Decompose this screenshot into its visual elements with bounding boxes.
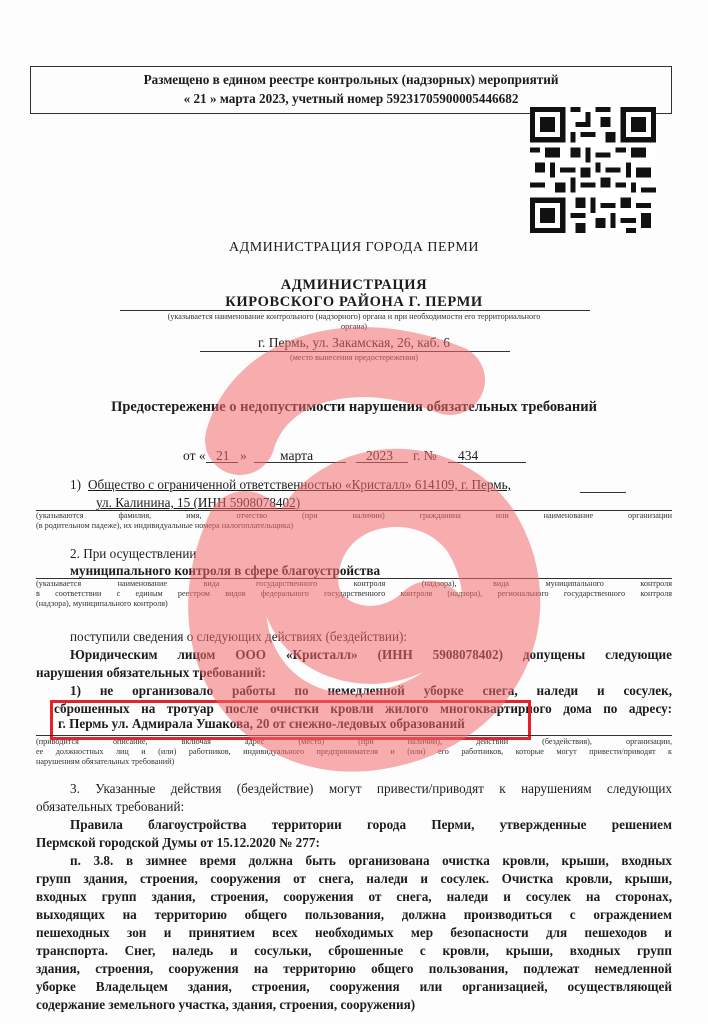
divider: [36, 735, 672, 736]
section2-note-2: в соответствии с единым реестром видов федерального государственного контроля (надзора), регионального государственного контроля: [36, 589, 672, 598]
section2-note-3: (надзора), муниципального контроля): [36, 599, 168, 608]
actions-paragraph-5: г. Пермь ул. Адмирала Ушакова, 20 от снежно-ледовых образований: [58, 716, 465, 731]
divider: [580, 492, 626, 493]
city-administration: АДМИНИСТРАЦИЯ ГОРОДА ПЕРМИ: [229, 240, 479, 255]
rules-line-3: п. 3.8. в зимнее время должна быть организована очистка кровли, крыши, входных: [70, 853, 672, 868]
date-day: 21: [216, 448, 230, 463]
number-underline: [448, 462, 526, 463]
document-title: Предостережение о недопустимости нарушения обязательных требований: [111, 399, 597, 415]
rules-line-1: Правила благоустройства территории города Перми, утвержденные решением: [70, 817, 672, 832]
actions-note-2: ее должностных лиц и (или) работников, индивидуального предпринимателя и (или) его работников, которые могут привести/приводят к: [36, 747, 672, 756]
date-from: от «: [183, 448, 206, 463]
actions-intro: поступили сведения о следующих действиях (бездействии):: [70, 629, 408, 644]
rules-line-2: Пермской городской Думы от 15.12.2020 № 277:: [36, 835, 320, 850]
divider: [200, 351, 510, 352]
date-year: 2023: [366, 448, 393, 463]
registry-line-1: Размещено в едином реестре контрольных (надзорных) мероприятий: [143, 72, 559, 87]
rules-line-7: пешеходных зон и принятием всех необходимых мер безопасности для пешеходов и: [36, 925, 672, 940]
section3-line-2: обязательных требований:: [36, 799, 185, 814]
rules-line-10: уборке Владельцем здания, строения, сооружения или организацией, осуществляющей: [36, 979, 672, 994]
actions-note-3: нарушениям обязательных требований): [36, 757, 175, 766]
section1-note-2: (в родительном падеже), их индивидуальные номера налогоплательщика): [36, 521, 294, 530]
divider: [120, 310, 590, 311]
district-admin-line-1: АДМИНИСТРАЦИЯ: [280, 277, 428, 293]
rules-line-9: здания, строения, сооружения на территорию общего пользования, подлежат немедленной: [36, 961, 672, 976]
section2-intro: 2. При осуществлении: [70, 546, 197, 561]
address: г. Пермь, ул. Закамская, 26, каб. 6: [257, 335, 451, 350]
section1-note-1: (указываются фамилия, имя, отчество (при наличии) гражданина или наименование организации: [36, 511, 672, 520]
number-prefix: г. №: [413, 448, 437, 463]
section1-organization: Общество с ограниченной ответственностью «Кристалл» 614109, г. Пермь,: [88, 477, 511, 492]
district-administration: [0, 277, 708, 311]
date-month: марта: [280, 448, 314, 463]
qr-code-icon: [530, 107, 656, 233]
section2-control-type: муниципального контроля в сфере благоустройства: [70, 563, 381, 578]
date-day-underline: [206, 462, 238, 463]
address-note: (место вынесения предостережения): [290, 353, 418, 362]
district-admin-line-2: КИРОВСКОГО РАЙОНА Г. ПЕРМИ: [225, 294, 483, 310]
registry-line-2: « 21 » марта 2023, учетный номер 59231705900005446682: [183, 91, 519, 106]
actions-paragraph-2: нарушения обязательных требований:: [36, 665, 267, 680]
rules-line-4: групп здания, строения, сооружения от снега, наледи и сосулек. Очистка кровли, крыши,: [36, 871, 672, 886]
date-year-underline: [356, 462, 408, 463]
section1-number: 1): [70, 477, 81, 492]
rules-line-11: содержание земельного участка, здания, строения, сооружения): [36, 997, 416, 1012]
rules-line-5: входных групп здания, строения, сооружения от снега, наледи и сосулек на сторонах,: [36, 889, 672, 904]
actions-paragraph-4: сброшенных на тротуар после очистки кровли жилого многоквартирного дома по адресу:: [54, 701, 672, 716]
rules-line-6: выходящих на территорию общего пользования, должна производиться с ограждением: [36, 907, 672, 922]
organ-note-line-2: органа): [341, 322, 367, 331]
organ-note: [0, 312, 708, 332]
section1-address: ул. Калинина, 15 (ИНН 5908078402): [96, 495, 301, 510]
actions-note-1: (приводится описание, включая адрес (место) (при наличии), действий (бездействия), организации,: [36, 737, 672, 746]
rules-line-8: транспорта. Снег, наледь и сосульки, сброшенные с кровли, крыши, входных групп: [36, 943, 672, 958]
actions-paragraph-1: Юридическим лицом ООО «Кристалл» (ИНН 5908078402) допущены следующие: [70, 647, 672, 662]
document-number: 434: [458, 448, 479, 463]
highlight-box: [50, 700, 531, 740]
section2-note-1: (указывается наименование вида государственного контроля (надзора), вида муниципального контроля: [36, 579, 672, 588]
actions-paragraph-3: 1) не организовало работы по немедленной уборке снега, наледи и сосулек,: [70, 683, 672, 698]
date-month-underline: [254, 462, 346, 463]
section3-line-1: 3. Указанные действия (бездействие) могут привести/приводят к нарушениям следующих: [70, 781, 672, 796]
organ-note-line-1: (указывается наименование контрольного (надзорного) органа и при необходимости его территориального: [167, 312, 541, 321]
date-close: »: [240, 448, 247, 463]
